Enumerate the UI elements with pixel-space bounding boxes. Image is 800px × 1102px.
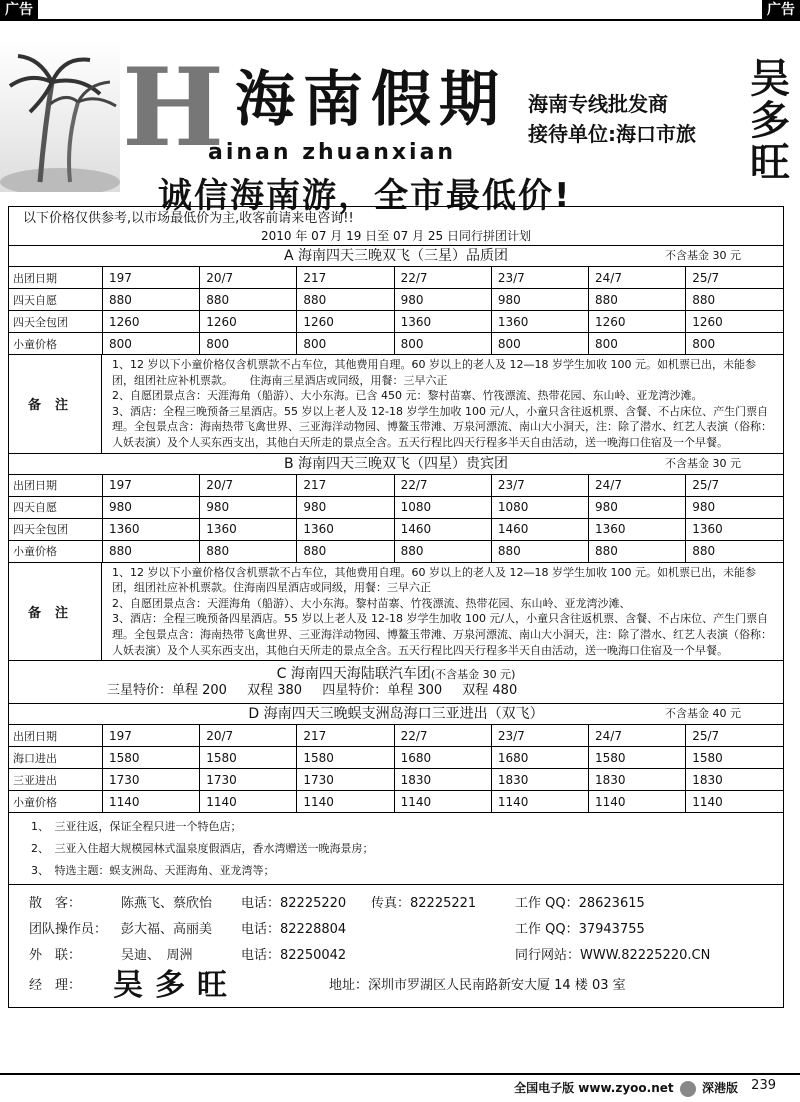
contact-label: 外 联： — [29, 948, 82, 964]
table-cell: 197 — [103, 475, 200, 497]
table-cell: 24/7 — [589, 725, 686, 747]
table-cell: 1580 — [686, 747, 783, 769]
c-price-item: 四星特价：单程 300 — [322, 683, 443, 699]
contact-label: 散 客： — [29, 896, 82, 912]
table-cell: 22/7 — [394, 475, 491, 497]
table-cell: 1140 — [491, 791, 588, 813]
contact-label: 经 理： — [29, 978, 82, 994]
row-label: 小童价格 — [9, 540, 103, 562]
table-cell: 1360 — [200, 518, 297, 540]
table-cell: 880 — [491, 540, 588, 562]
table-cell: 1140 — [297, 791, 394, 813]
schedule-period: 2010 年 07 月 19 日至 07 月 25 日同行拼团计划 — [9, 228, 783, 246]
section-c-prices — [9, 681, 783, 704]
row-label: 出团日期 — [9, 267, 103, 289]
contact-phone: 电话：82228804 — [241, 922, 347, 938]
table-cell: 800 — [103, 333, 200, 355]
top-rule — [0, 19, 800, 21]
table-cell: 880 — [686, 289, 783, 311]
contact-qq: 工作 QQ：37943755 — [515, 922, 645, 938]
table-cell: 1680 — [394, 747, 491, 769]
table-cell: 980 — [686, 496, 783, 518]
table-cell: 20/7 — [200, 267, 297, 289]
table-cell: 800 — [589, 333, 686, 355]
section-b-table — [9, 475, 783, 563]
section-d-name: D 海南四天三晚蜈支洲岛海口三亚进出（双飞） — [248, 706, 544, 723]
row-label: 四天自愿 — [9, 289, 103, 311]
table-cell: 1140 — [394, 791, 491, 813]
table-row — [9, 747, 783, 769]
vertical-name: 吴多旺 — [750, 55, 790, 186]
table-cell: 24/7 — [589, 475, 686, 497]
table-cell: 1730 — [200, 769, 297, 791]
contact-row-retail — [29, 891, 771, 917]
table-cell: 880 — [686, 540, 783, 562]
row-label: 三亚进出 — [9, 769, 103, 791]
table-cell: 1360 — [686, 518, 783, 540]
table-cell: 217 — [297, 267, 394, 289]
section-b-remarks — [9, 563, 783, 662]
table-cell: 197 — [103, 725, 200, 747]
table-cell: 24/7 — [589, 267, 686, 289]
table-cell: 880 — [200, 540, 297, 562]
section-d-notes — [9, 813, 783, 885]
table-cell: 1360 — [394, 311, 491, 333]
row-label: 出团日期 — [9, 475, 103, 497]
brand-pinyin: ainan zhuanxian — [208, 140, 457, 165]
brand-h-letter: H — [122, 45, 223, 171]
footer-text — [514, 1079, 738, 1097]
remark-line: 3、酒店：全程三晚预备三星酒店。55 岁以上老人及 12-18 岁学生加收 100 元/人，小童只含往返机票、含餐、不占床位、产生门票自理。全包景点含：海南热带飞禽世界、三亚海洋动物园、博鳌玉带滩、万泉河漂流、南山大小洞天，注：除了潜水、红艺人表演（俗称：人妖表演）及个人买东西支出，其他白天所走的景点全含。五天行程比四天行程多半天自由活动，送一晚海口住宿及一个早餐。 — [112, 404, 772, 449]
contact-fax: 传真：82225221 — [371, 896, 477, 912]
table-cell: 1830 — [394, 769, 491, 791]
table-cell: 1080 — [491, 496, 588, 518]
table-cell: 880 — [200, 289, 297, 311]
table-cell: 1830 — [686, 769, 783, 791]
contact-phone: 电话：82250042 — [241, 948, 347, 964]
row-label: 四天自愿 — [9, 496, 103, 518]
row-label: 四天全包团 — [9, 311, 103, 333]
table-cell: 1360 — [297, 518, 394, 540]
c-price-item: 三星特价：单程 200 — [107, 683, 227, 699]
contact-row-manager — [29, 969, 771, 1003]
table-cell: 197 — [103, 267, 200, 289]
table-cell: 800 — [200, 333, 297, 355]
table-cell: 880 — [394, 540, 491, 562]
remark-content — [102, 355, 783, 453]
table-cell: 1730 — [297, 769, 394, 791]
table-cell: 1140 — [589, 791, 686, 813]
website-link[interactable]: 同行网站：WWW.82225220.CN — [515, 948, 711, 964]
table-cell: 1260 — [103, 311, 200, 333]
ad-tag-left: 广告 — [0, 0, 38, 20]
table-row — [9, 725, 783, 747]
section-b-name: B 海南四天三晚双飞（四星）贵宾团 — [283, 455, 509, 472]
tagline-receiver: 接待单位:海口市旅 — [528, 122, 696, 146]
table-cell: 980 — [394, 289, 491, 311]
table-cell: 23/7 — [491, 475, 588, 497]
table-row — [9, 333, 783, 355]
contact-row-external — [29, 943, 771, 969]
table-cell: 1460 — [394, 518, 491, 540]
edition-logo-icon — [680, 1081, 696, 1097]
table-cell: 880 — [297, 540, 394, 562]
table-row — [9, 540, 783, 562]
table-row — [9, 289, 783, 311]
contacts-block — [9, 885, 783, 1007]
remark-content — [102, 563, 783, 661]
section-d-table — [9, 725, 783, 813]
page-footer — [0, 1073, 800, 1102]
table-cell: 1260 — [589, 311, 686, 333]
slogan: 诚信海南游，全市最低价! — [158, 176, 572, 216]
row-label: 海口进出 — [9, 747, 103, 769]
c-price-item: 双程 380 — [247, 683, 303, 699]
table-cell: 880 — [589, 289, 686, 311]
table-cell: 980 — [491, 289, 588, 311]
table-cell: 23/7 — [491, 267, 588, 289]
table-cell: 1260 — [297, 311, 394, 333]
remark-line: 2、自愿团景点含：天涯海角（船游）、大小东海。黎村苗寨、竹筏漂流、热带花园、东山岭、亚龙湾沙滩、 — [112, 596, 631, 610]
section-c-fund: (不含基金 30 元) — [430, 668, 516, 682]
manager-signature: 吴多旺 — [113, 968, 239, 1004]
palm-tree-icon — [0, 42, 120, 192]
address: 地址：深圳市罗湖区人民南路新安大厦 14 楼 03 室 — [329, 978, 626, 994]
section-c-name: C 海南四天海陆联汽车团 — [276, 666, 431, 683]
table-cell: 800 — [491, 333, 588, 355]
section-b-fund: 不含基金 30 元 — [665, 456, 741, 470]
table-cell: 800 — [297, 333, 394, 355]
note-line: 3、 特选主题：蜈支洲岛、天涯海角、亚龙湾等； — [31, 864, 275, 878]
table-cell: 1260 — [686, 311, 783, 333]
table-cell: 880 — [297, 289, 394, 311]
price-sheet — [8, 206, 784, 1008]
contact-phone: 电话：82225220 — [241, 896, 347, 912]
table-cell: 980 — [297, 496, 394, 518]
section-b-title — [9, 454, 783, 475]
footer-edition: 深港版 — [701, 1081, 738, 1095]
section-a-table — [9, 267, 783, 355]
table-cell: 25/7 — [686, 725, 783, 747]
table-cell: 1360 — [589, 518, 686, 540]
contact-row-team — [29, 917, 771, 943]
table-cell: 217 — [297, 475, 394, 497]
contact-qq: 工作 QQ：28623615 — [515, 896, 645, 912]
table-row — [9, 267, 783, 289]
header-banner — [0, 22, 800, 216]
note-line: 2、 三亚入住超大规模园林式温泉度假酒店，香水湾赠送一晚海景房； — [31, 842, 374, 856]
table-cell: 880 — [103, 540, 200, 562]
table-cell: 880 — [589, 540, 686, 562]
section-a-remarks — [9, 355, 783, 454]
table-cell: 1460 — [491, 518, 588, 540]
table-cell: 800 — [686, 333, 783, 355]
table-cell: 1360 — [491, 311, 588, 333]
row-label: 四天全包团 — [9, 518, 103, 540]
remark-line: 1、12 岁以下小童价格仅含机票款不占车位，其他费用自理。60 岁以上的老人及 12—18 岁学生加收 100 元。如机票已出，未能参团，组团社应补机票款。住海南四星酒店或同级，用餐：三早六正 — [112, 565, 756, 595]
table-cell: 1580 — [297, 747, 394, 769]
notice: 以下价格仅供参考,以市场最低价为主,收客前请来电咨询!! — [23, 211, 354, 226]
table-cell: 1260 — [200, 311, 297, 333]
table-cell: 23/7 — [491, 725, 588, 747]
section-a-title — [9, 246, 783, 267]
table-cell: 1360 — [103, 518, 200, 540]
table-row — [9, 769, 783, 791]
table-cell: 1580 — [200, 747, 297, 769]
table-cell: 1140 — [103, 791, 200, 813]
section-a-name: A 海南四天三晚双飞（三星）品质团 — [283, 248, 509, 264]
table-cell: 20/7 — [200, 725, 297, 747]
table-cell: 20/7 — [200, 475, 297, 497]
remark-label: 备注 — [9, 563, 102, 661]
row-label: 小童价格 — [9, 333, 103, 355]
remark-line: 1、12 岁以下小童价格仅含机票款不占车位，其他费用自理。60 岁以上的老人及 12—18 岁学生加收 100 元。如机票已出，未能参团，组团社应补机票款。 住海南三星酒店或同级，用餐：三早六正 — [112, 358, 756, 387]
table-row — [9, 518, 783, 540]
page-number: 239 — [751, 1078, 776, 1093]
table-cell: 880 — [103, 289, 200, 311]
table-cell: 1680 — [491, 747, 588, 769]
section-a-fund: 不含基金 30 元 — [665, 249, 741, 262]
section-d-title — [9, 704, 783, 725]
ad-tag-right: 广告 — [762, 0, 800, 20]
table-cell: 1140 — [200, 791, 297, 813]
section-c-title — [9, 661, 783, 681]
table-cell: 1830 — [491, 769, 588, 791]
table-cell: 25/7 — [686, 475, 783, 497]
table-cell: 1580 — [589, 747, 686, 769]
table-row — [9, 475, 783, 497]
remark-label: 备注 — [9, 355, 102, 453]
section-d-fund: 不含基金 40 元 — [665, 707, 741, 721]
table-cell: 980 — [589, 496, 686, 518]
table-cell: 980 — [103, 496, 200, 518]
tagline-wholesaler: 海南专线批发商 — [528, 92, 668, 116]
note-line: 1、 三亚往返，保证全程只进一个特色店； — [31, 820, 242, 834]
table-cell: 1140 — [686, 791, 783, 813]
table-cell: 25/7 — [686, 267, 783, 289]
table-cell: 1830 — [589, 769, 686, 791]
contact-names: 吴迪、 周洲 — [121, 948, 193, 964]
row-label: 小童价格 — [9, 791, 103, 813]
row-label: 出团日期 — [9, 725, 103, 747]
table-cell: 1730 — [103, 769, 200, 791]
table-cell: 22/7 — [394, 267, 491, 289]
table-row — [9, 311, 783, 333]
brand-title: 海南假期 — [235, 65, 507, 135]
remark-line: 2、自愿团景点含：天涯海角（船游）、大小东海。已含 450 元：黎村苗寨、竹筏漂流、热带花园、东山岭、亚龙湾沙滩。 — [112, 389, 703, 403]
contact-label: 团队操作员： — [29, 922, 108, 938]
footer-site[interactable]: 全国电子版 www.zyoo.net — [514, 1081, 674, 1095]
contact-names: 彭大福、高丽美 — [121, 922, 213, 938]
table-cell: 22/7 — [394, 725, 491, 747]
c-price-item: 双程 480 — [462, 683, 518, 699]
table-cell: 1580 — [103, 747, 200, 769]
table-row — [9, 791, 783, 813]
table-cell: 800 — [394, 333, 491, 355]
table-row — [9, 496, 783, 518]
remark-line: 3、酒店：全程三晚预备四星酒店。55 岁以上老人及 12-18 岁学生加收 100 元/人，小童只含往返机票、含餐、不占床位、产生门票自理。全包景点含：海南热带飞禽世界、三亚海洋动物园、博鳌玉带滩、万泉河漂流、南山大小洞天，注：除了潜水、红艺人表演（俗称：人妖表演）及个人买东西支出，其他白天所走的景点全含。五天行程比四天行程多半天自由活动，送一晚海口住宿及一个早餐。 — [112, 612, 772, 657]
table-cell: 217 — [297, 725, 394, 747]
table-cell: 980 — [200, 496, 297, 518]
contact-names: 陈燕飞、蔡欣怡 — [121, 896, 213, 912]
table-cell: 1080 — [394, 496, 491, 518]
